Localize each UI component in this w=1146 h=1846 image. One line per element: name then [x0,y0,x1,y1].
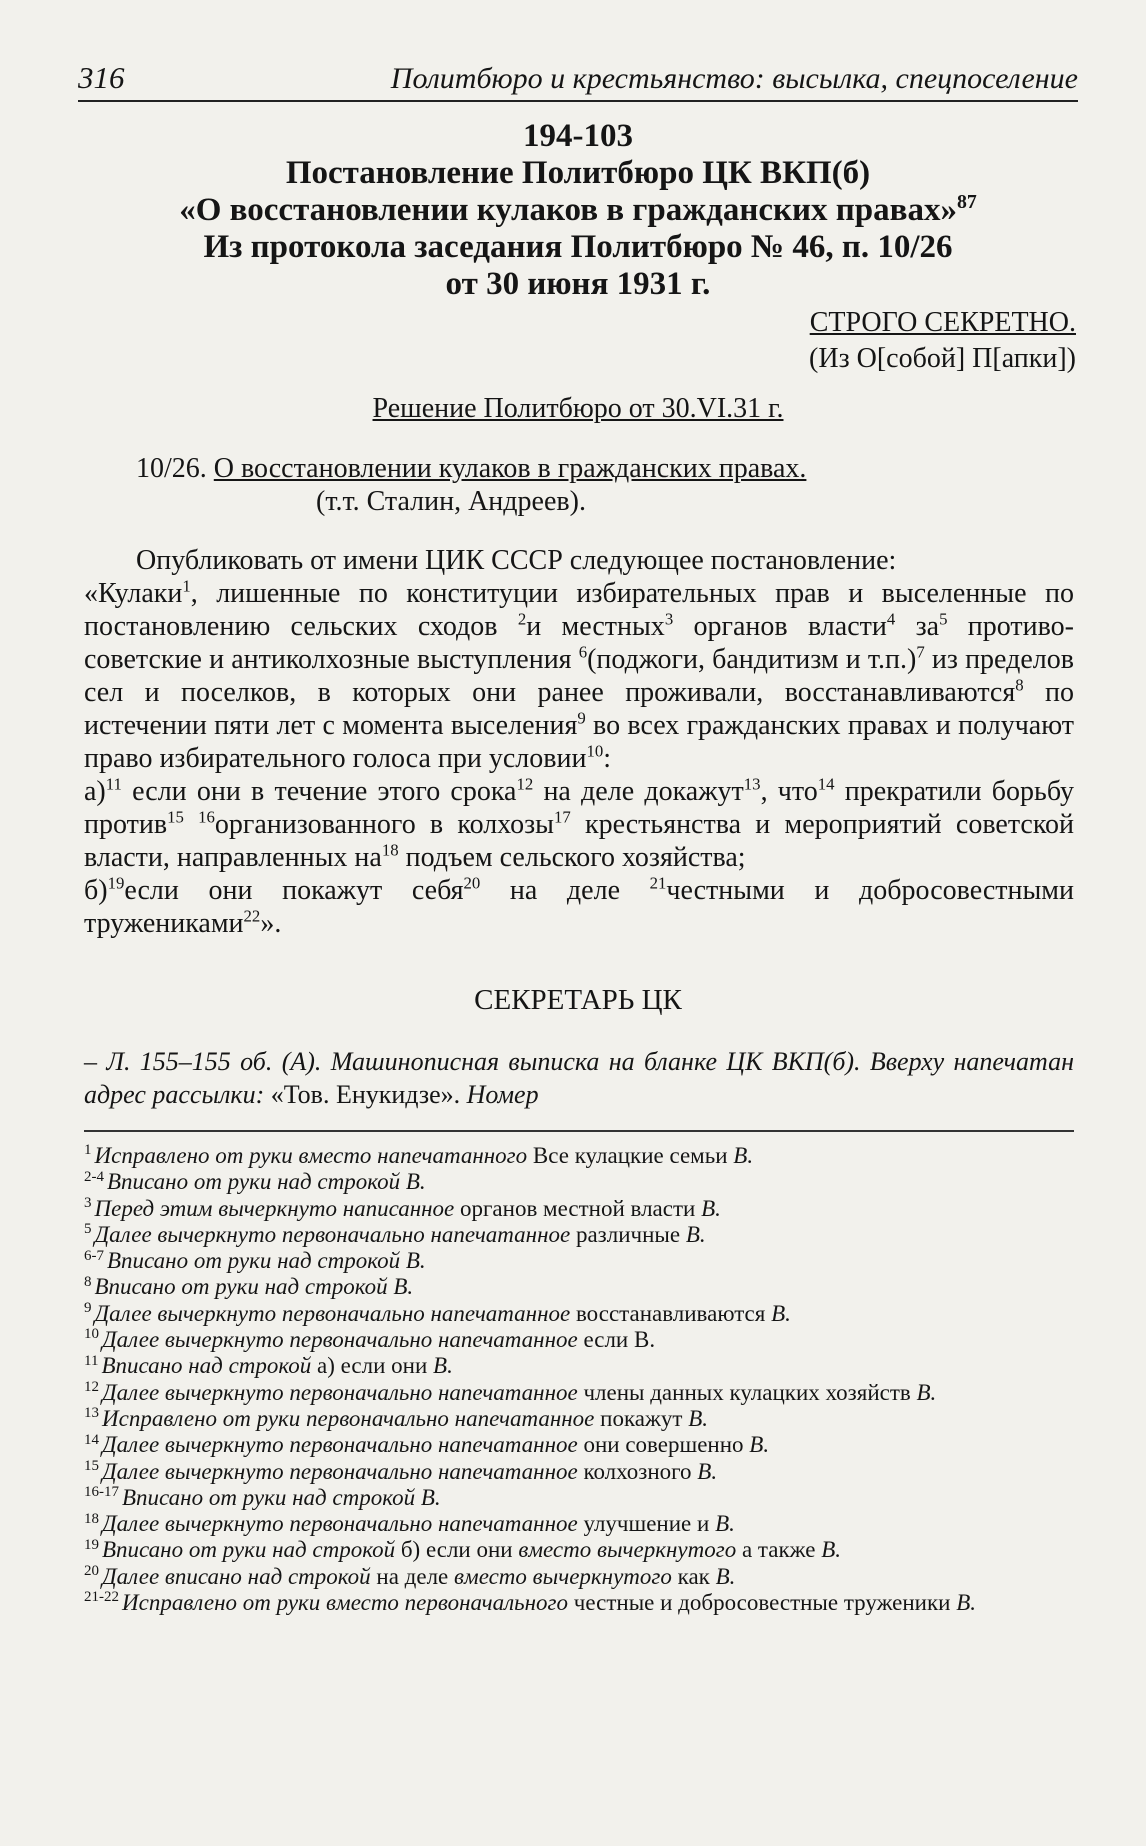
footnote-divider [84,1130,1074,1132]
footnote: $^{12}$ Далее вычеркнуто первоначально напечатанное члены данных кулацких хозяйств В. [84,1379,937,1405]
condition-b: б)$^{19}$если они покажут себя$^{20}$ на деле $^{21}$честными и добросовестными тружениками$^{22}$». [84,873,1074,939]
footnote: $^{16-17}$ Вписано от руки над строкой В. [84,1484,441,1510]
item-persons: (т.т. Сталин, Андреев). [316,486,586,517]
condition-a: а)$^{11}$ если они в течение этого срока$^{12}$ на деле докажут$^{13}$, что$^{14}$ прекратили борьбу против$^{15}$ $^{16}$организованного в колхозы$^{17}$ крестьянства и мероприятий советской власти, направленных $на^{18}$ подъем сельского хозяйства; [84,774,1075,873]
title-line-4: от 30 июня 1931 г. [445,266,711,302]
footnote: $^{10}$ Далее вычеркнуто первоначально напечатанное если В. [84,1326,656,1353]
item-number: 10/26. [136,453,207,484]
footnote: $^{2-4}$ Вписано от руки над строкой В. [84,1168,426,1195]
main-paragraph: «Кулаки$^1$, лишенные по конституции избирательных прав и выселенные по постановлению сельских сходов $^2$и местных$^3$ органов власти$^4$ $за^5$ противо-советские и антиколхозные выступления $^6$(поджоги, бандитизм и т.п.)$^7$ из пределов сел и поселков, в которых они ранее проживали, восстанавливаются$^8$ по истечении пяти лет с момента выселения$^9$ во всех гражданских правах и получают право избирательного голоса при условии$^{10}$: [84,576,1074,774]
title-line-2: «О восстановлении кулаков в гражданских правах»$^{87}$ [179,191,977,228]
doc-number: 194-103 [523,118,633,154]
title-line-3: Из протокола заседания Политбюро № 46, п. 10/26 [203,229,953,265]
footnote: $^5$ Далее вычеркнуто первоначально напечатанное различные В. [84,1221,706,1247]
secrecy-stamp [809,305,1076,377]
footnote: $^{19}$ Вписано от руки над строкой б) если они вместо вычеркнутого а также В. [84,1536,841,1563]
page-number: 316 [78,60,125,95]
running-title: Политбюро и крестьянство: высылка, спецпоселение [390,62,1078,95]
footnotes [84,1143,1074,1616]
footnote: $^1$ Исправлено от руки вместо напечатанного Все кулацкие семьи В. [84,1142,754,1168]
footnote: $^{11}$ Вписано над строкой а) если они В. [84,1352,453,1379]
footnote: $^{18}$ Далее вычеркнуто первоначально напечатанное улучшение и В. [84,1510,735,1537]
footnote: $^{13}$ Исправлено от руки первоначально напечатанное покажут В. [84,1405,708,1431]
resolution-text [84,544,1074,940]
decision-line: Решение Политбюро от 30.VI.31 г. [372,393,784,424]
title-line-1: Постановление Политбюро ЦК ВКП(б) [285,155,871,191]
footnote: $^{15}$ Далее вычеркнуто первоначально напечатанное колхозного В. [84,1457,718,1484]
footnote: $^{20}$ Далее вписано над строкой на деле вместо вычеркнутого как В. [84,1563,736,1589]
footnote: $^{6-7}$ Вписано от руки над строкой В. [84,1247,426,1274]
secret-label: СТРОГО СЕКРЕТНО. [809,307,1076,338]
footnote: $^3$ Перед этим вычеркнуто написанное органов местной власти В. [84,1194,721,1221]
signature: СЕКРЕТАРЬ ЦК [474,984,682,1016]
special-folder-label: (Из О[собой] П[апки]) [809,343,1076,374]
footnote: $^{21-22}$ Исправлено от руки вместо первоначального честные и добросовестные труженики В. [84,1589,977,1616]
document-title [78,118,1078,303]
agenda-item [136,452,1036,518]
archival-note: – Л. 155–155 об. (А). Машинописная выписка на бланке ЦК ВКП(б). Вверху напечатан адрес рассылки: «Тов. Енукидзе». Номер [84,1047,1074,1109]
footnote: $^9$ Далее вычеркнуто первоначально напечатанное восстанавливаются В. [84,1300,791,1326]
footnote: $^8$ Вписано от руки над строкой В. [84,1273,414,1300]
footnote: $^{14}$ Далее вычеркнуто первоначально напечатанное они совершенно В. [84,1431,770,1458]
intro-paragraph: Опубликовать от имени ЦИК СССР следующее постановление: [136,545,897,576]
item-title: О восстановлении кулаков в гражданских правах. [213,453,807,484]
running-header [78,60,1078,102]
title-ref: 87 [956,191,977,213]
